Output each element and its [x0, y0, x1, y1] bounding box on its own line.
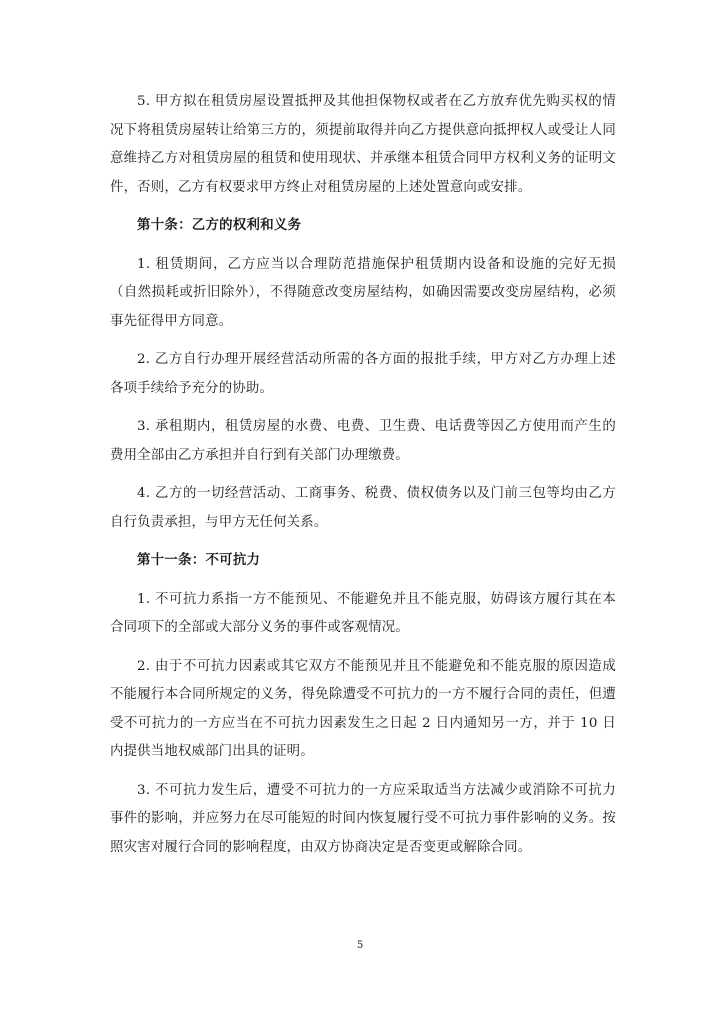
- paragraph-article10-item2: 2. 乙方自行办理开展经营活动所需的各方面的报批手续，甲方对乙方办理上述各项手续给予充分的协助。: [110, 352, 616, 396]
- paragraph-article11-item2: 2. 由于不可抗力因素或其它双方不能预见并且不能避免和不能克服的原因造成不能履行本合同所规定的义务，得免除遭受不可抗力的一方不履行合同的责任，但遭受不可抗力的一方应当在不可抗力因素发生之日起 2 日内通知另一方，并于 10 日内提供当地权威部门出具的证明。: [110, 658, 616, 759]
- paragraph-article10-item4: 4. 乙方的一切经营活动、工商事务、税费、债权债务以及门前三包等均由乙方自行负责承担，与甲方无任何关系。: [110, 486, 616, 530]
- document-body: [110, 88, 616, 862]
- section-heading-article11: 第十一条：不可抗力: [137, 553, 261, 568]
- paragraph-article11-item3: 3. 不可抗力发生后，遭受不可抗力的一方应采取适当方法减少或消除不可抗力事件的影响，并应努力在尽可能短的时间内恢复履行受不可抗力事件影响的义务。按照灾害对履行合同的影响程度，由双方协商决定是否变更或解除合同。: [110, 782, 616, 855]
- paragraph-article10-item1: 1. 租赁期间，乙方应当以合理防范措施保护租赁期内设备和设施的完好无损（自然损耗或折旧除外），不得随意改变房屋结构，如确因需要改变房屋结构，必须事先征得甲方同意。: [110, 256, 616, 329]
- paragraph-article9-item5: 5. 甲方拟在租赁房屋设置抵押及其他担保物权或者在乙方放弃优先购买权的情况下将租赁房屋转让给第三方的，须提前取得并向乙方提供意向抵押权人或受让人同意维持乙方对租赁房屋的租赁和使用现状、并承继本租赁合同甲方权利义务的证明文件，否则，乙方有权要求甲方终止对租赁房屋的上述处置意向或安排。: [110, 94, 616, 195]
- paragraph-article10-item3: 3. 承租期内，租赁房屋的水费、电费、卫生费、电话费等因乙方使用而产生的费用全部由乙方承担并自行到有关部门办理缴费。: [110, 419, 616, 463]
- page-number: 5: [356, 940, 364, 951]
- section-heading-article10: 第十条：乙方的权利和义务: [137, 218, 302, 233]
- paragraph-article11-item1: 1. 不可抗力系指一方不能预见、不能避免并且不能克服，妨碍该方履行其在本合同项下的全部或大部分义务的事件或客观情况。: [110, 591, 616, 635]
